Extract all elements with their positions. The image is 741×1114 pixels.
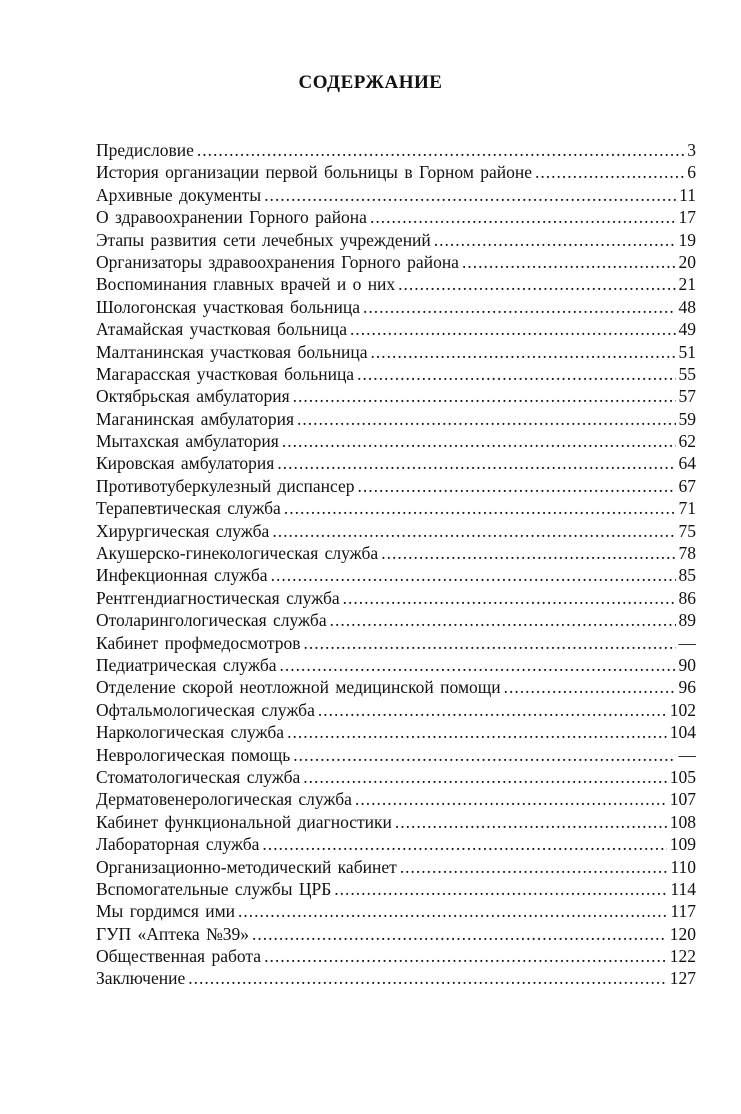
toc-entry-title: Организаторы здравоохранения Горного района: [96, 251, 459, 272]
dot-leader: [252, 923, 667, 945]
dot-leader: [303, 766, 666, 788]
toc-entry-title: Неврологическая помощь: [96, 744, 291, 765]
toc-entry-page: 21: [678, 274, 696, 295]
toc-entry-page: 117: [670, 901, 696, 922]
toc-entry-page: 71: [678, 498, 696, 519]
dot-leader: [287, 721, 667, 743]
toc-entry: [96, 520, 696, 542]
toc-entry-title: Отделение скорой неотложной медицинской помощи: [96, 677, 501, 698]
toc-entry: [96, 900, 696, 922]
toc-entry-page: —: [678, 744, 696, 765]
toc-entry-page: 90: [678, 654, 696, 675]
dot-leader: [350, 318, 676, 340]
toc-entry-page: 48: [678, 296, 696, 317]
dot-leader: [462, 251, 676, 273]
toc-entry: [96, 452, 696, 474]
toc-entry-title: Архивные документы: [96, 184, 262, 205]
toc-entry-title: Маганинская амбулатория: [96, 408, 295, 429]
toc-entry: [96, 788, 696, 810]
dot-leader: [434, 229, 676, 251]
dot-leader: [293, 744, 675, 766]
toc-entry: [96, 184, 696, 206]
toc-entry-title: Рентгендиагностическая служба: [96, 587, 340, 608]
toc-entry-title: Атамайская участковая больница: [96, 319, 347, 340]
toc-entry: [96, 273, 696, 295]
table-of-contents: [96, 139, 696, 990]
toc-entry-title: Кабинет функциональной диагностики: [96, 811, 392, 832]
dot-leader: [330, 609, 676, 631]
dot-leader: [334, 878, 667, 900]
toc-entry-title: Педиатрическая служба: [96, 654, 277, 675]
toc-entry-title: Кировская амбулатория: [96, 453, 275, 474]
toc-entry: [96, 430, 696, 452]
toc-entry-title: Мытахская амбулатория: [96, 431, 279, 452]
dot-leader: [381, 542, 675, 564]
toc-entry-title: Воспоминания главных врачей и о них: [96, 274, 396, 295]
toc-entry: [96, 318, 696, 340]
toc-entry: [96, 856, 696, 878]
toc-entry-page: 105: [669, 766, 696, 787]
toc-entry-page: 110: [670, 856, 696, 877]
toc-entry-title: Инфекционная служба: [96, 565, 268, 586]
toc-entry-title: Октябрьская амбулатория: [96, 386, 290, 407]
toc-entry-title: История организации первой больницы в Горном районе: [96, 162, 533, 183]
toc-entry: [96, 229, 696, 251]
dot-leader: [264, 945, 667, 967]
toc-entry: [96, 923, 696, 945]
toc-entry: [96, 878, 696, 900]
toc-entry: [96, 475, 696, 497]
toc-entry-title: ГУП «Аптека №39»: [96, 923, 250, 944]
toc-entry-page: 62: [678, 431, 696, 452]
dot-leader: [238, 900, 667, 922]
toc-entry-page: 114: [670, 878, 696, 899]
toc-entry-page: 55: [678, 363, 696, 384]
toc-entry-page: 3: [687, 140, 696, 160]
toc-entry: [96, 363, 696, 385]
dot-leader: [271, 564, 676, 586]
toc-entry: [96, 967, 696, 989]
toc-entry-title: Кабинет профмедосмотров: [96, 632, 301, 653]
toc-entry: [96, 833, 696, 855]
toc-entry-title: Дерматовенерологическая служба: [96, 789, 352, 810]
dot-leader: [272, 520, 675, 542]
toc-entry: [96, 654, 696, 676]
toc-entry-title: Организационно-методический кабинет: [96, 856, 397, 877]
toc-entry-title: Мы гордимся ими: [96, 901, 236, 922]
toc-entry: [96, 721, 696, 743]
toc-entry-page: 20: [678, 251, 696, 272]
toc-entry-title: Противотуберкулезный диспансер: [96, 475, 355, 496]
dot-leader: [188, 967, 667, 989]
dot-leader: [363, 296, 675, 318]
toc-entry-title: Отоларингологическая служба: [96, 610, 327, 631]
toc-entry: [96, 251, 696, 273]
toc-entry-title: Офтальмологическая служба: [96, 699, 315, 720]
toc-entry: [96, 632, 696, 654]
toc-entry-title: Заключение: [96, 968, 186, 989]
toc-entry-page: 120: [669, 923, 696, 944]
page-title: СОДЕРЖАНИЕ: [298, 72, 443, 93]
dot-leader: [264, 184, 676, 206]
toc-entry: [96, 811, 696, 833]
dot-leader: [343, 587, 676, 609]
dot-leader: [293, 385, 676, 407]
toc-entry-title: Шологонская участковая больница: [96, 296, 361, 317]
toc-entry-title: Терапевтическая служба: [96, 498, 281, 519]
toc-entry-page: 11: [679, 184, 696, 205]
dot-leader: [297, 408, 675, 430]
dot-leader: [304, 632, 676, 654]
toc-entry-page: 59: [678, 408, 696, 429]
toc-entry-title: Предисловие: [96, 140, 194, 160]
toc-entry-page: 96: [678, 677, 696, 698]
toc-entry-page: 109: [669, 834, 696, 855]
toc-entry: [96, 341, 696, 363]
toc-entry: [96, 744, 696, 766]
toc-entry: [96, 296, 696, 318]
toc-entry-page: 86: [678, 587, 696, 608]
dot-leader: [370, 341, 675, 363]
toc-entry-page: 85: [678, 565, 696, 586]
toc-entry-page: 89: [678, 610, 696, 631]
dot-leader: [280, 654, 676, 676]
dot-leader: [398, 273, 675, 295]
toc-entry: [96, 699, 696, 721]
dot-leader: [357, 475, 675, 497]
dot-leader: [370, 206, 676, 228]
toc-entry: [96, 766, 696, 788]
toc-entry-page: 19: [678, 229, 696, 250]
toc-entry: [96, 408, 696, 430]
toc-entry-page: 49: [678, 319, 696, 340]
toc-entry-page: 104: [669, 722, 696, 743]
toc-entry-title: Малтанинская участковая больница: [96, 341, 368, 362]
toc-entry-page: 102: [669, 699, 696, 720]
toc-entry: [96, 945, 696, 967]
toc-entry: [96, 385, 696, 407]
toc-entry: [96, 161, 696, 183]
toc-entry-page: 127: [669, 968, 696, 989]
toc-entry: [96, 497, 696, 519]
toc-entry-page: 75: [678, 520, 696, 541]
toc-entry-title: Стоматологическая служба: [96, 766, 301, 787]
toc-entry: [96, 564, 696, 586]
dot-leader: [277, 452, 675, 474]
toc-entry-page: 51: [678, 341, 696, 362]
toc-entry: [96, 542, 696, 564]
dot-leader: [284, 497, 676, 519]
dot-leader: [197, 139, 684, 161]
dot-leader: [535, 161, 684, 183]
toc-entry-page: 122: [669, 946, 696, 967]
toc-entry-title: Лабораторная служба: [96, 834, 260, 855]
toc-entry-title: Вспомогательные службы ЦРБ: [96, 878, 332, 899]
toc-entry-page: —: [678, 632, 696, 653]
toc-entry: [96, 609, 696, 631]
toc-entry-page: 17: [678, 207, 696, 228]
toc-entry-page: 57: [678, 386, 696, 407]
toc-entry-title: Этапы развития сети лечебных учреждений: [96, 229, 431, 250]
toc-entry-page: 78: [678, 543, 696, 564]
toc-entry-title: Магарасская участковая больница: [96, 363, 355, 384]
toc-entry-page: 107: [669, 789, 696, 810]
dot-leader: [318, 699, 667, 721]
toc-entry-title: Хирургическая служба: [96, 520, 270, 541]
toc-entry: [96, 676, 696, 698]
toc-entry-page: 67: [678, 475, 696, 496]
dot-leader: [504, 676, 676, 698]
dot-leader: [282, 430, 676, 452]
toc-entry-page: 108: [669, 811, 696, 832]
toc-entry: [96, 139, 696, 161]
dot-leader: [395, 811, 667, 833]
toc-entry-page: 6: [687, 162, 696, 183]
toc-entry-title: О здравоохранении Горного района: [96, 207, 367, 228]
toc-entry: [96, 587, 696, 609]
toc-entry-title: Общественная работа: [96, 946, 262, 967]
dot-leader: [262, 833, 666, 855]
dot-leader: [355, 788, 667, 810]
toc-entry-title: Акушерско-гинекологическая служба: [96, 543, 379, 564]
toc-entry-title: Наркологическая служба: [96, 722, 285, 743]
toc-entry: [96, 206, 696, 228]
dot-leader: [357, 363, 675, 385]
dot-leader: [400, 856, 668, 878]
toc-entry-page: 64: [678, 453, 696, 474]
